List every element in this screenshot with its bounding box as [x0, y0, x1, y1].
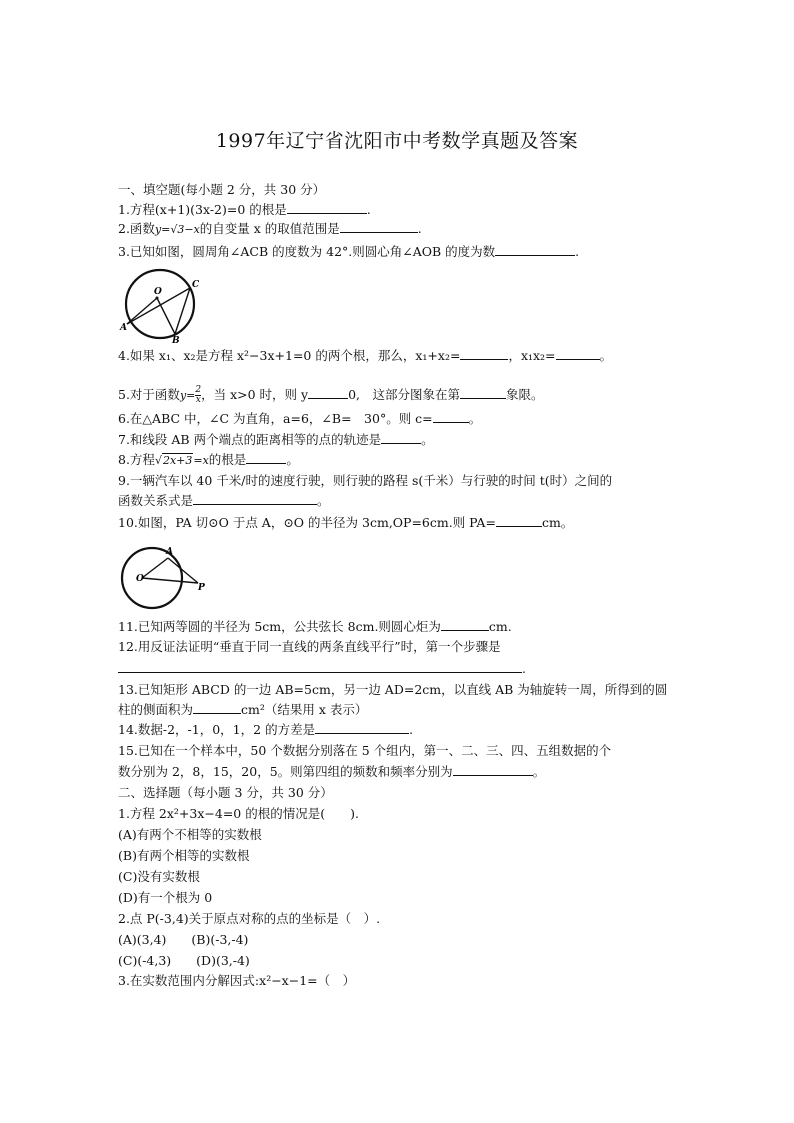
answer-blank[interactable] [381, 431, 421, 444]
q-text: 。 [532, 764, 546, 779]
answer-blank[interactable] [193, 492, 317, 505]
answer-blank[interactable] [496, 514, 542, 527]
answer-blank[interactable] [340, 220, 418, 233]
answer-blank[interactable] [193, 701, 241, 714]
question-1-12-line2 [118, 660, 526, 678]
question-1-9-line2 [118, 492, 330, 510]
question-1-9-line1: 9.一辆汽车以 40 千米/时的速度行驶，则行驶的路程 s(千米）与行驶的时间 t(时）之间的 [118, 473, 613, 488]
question-2-3: 3.在实数范围内分解因式:x²−x−1=（ ） [118, 973, 356, 988]
q-text: 函数关系式是 [118, 493, 194, 508]
label-o: O [154, 287, 162, 297]
q-text: cm。 [541, 515, 574, 530]
q-text: 。 [599, 348, 613, 363]
answer-blank[interactable] [246, 451, 286, 464]
answer-blank[interactable] [460, 347, 508, 360]
q-text: cm. [488, 619, 512, 634]
question-2-2: 2.点 P(-3,4)关于原点对称的点的坐标是（ ）. [118, 911, 381, 926]
option-d[interactable]: (D)有一个根为 0 [118, 890, 213, 905]
q-text: 2.函数 [118, 221, 155, 236]
option-b[interactable]: (B)有两个相等的实数根 [118, 848, 250, 863]
label-c: C [192, 280, 200, 290]
q-text: 。 [286, 452, 299, 467]
answer-blank[interactable] [287, 201, 367, 214]
label-a: A [166, 547, 173, 557]
question-1-13-line2 [118, 701, 367, 719]
fraction-numerator: 2 [195, 385, 202, 395]
q-text: 数分别为 2，8，15，20，5。则第四组的频数和频率分别为 [118, 764, 453, 779]
q-text: 的自变量 x 的取值范围是 [199, 221, 340, 236]
section-header-multiple-choice: 二、选择题（每小题 3 分，共 30 分） [118, 785, 333, 800]
question-1-10 [118, 514, 573, 532]
answer-blank[interactable] [460, 386, 506, 399]
q-text: 0, 这部分图象在第 [348, 387, 461, 402]
q-text: 5.对于函数 [118, 387, 180, 402]
q-text: 7.和线段 AB 两个端点的距离相等的点的轨迹是 [118, 432, 382, 447]
question-1-13-line1: 13.已知矩形 ABCD 的一边 AB=5cm，另一边 AD=2cm，以直线 AB 为轴旋转一周，所得到的圆 [118, 682, 668, 697]
options-ab[interactable]: (A)(3,4) (B)(-3,-4) [118, 932, 249, 947]
question-1-12-line1: 12.用反证法证明“垂直于同一直线的两条直线平行”时，第一个步骤是 [118, 639, 501, 654]
answer-blank[interactable] [433, 410, 469, 423]
circle-figure-1 [118, 266, 218, 346]
label-p: P [198, 583, 205, 593]
q-text: 14.数据-2，-1，0，1，2 的方差是 [118, 722, 316, 737]
label-a: A [120, 323, 127, 333]
q-text: 1.方程(x+1)(3x-2)=0 的根是 [118, 202, 287, 217]
question-1-11 [118, 618, 512, 636]
q-text: 4.如果 x₁、x₂是方程 x²−3x+1=0 的两个根，那么，x₁+x₂= [118, 348, 461, 363]
question-2-1: 1.方程 2x²+3x−4=0 的根的情况是( ). [118, 806, 359, 821]
q-text: 6.在△ABC 中，∠C 为直角，a=6，∠B= 30°。则 c= [118, 411, 433, 426]
q-text: 。 [421, 432, 434, 447]
q-text: 柱的侧面积为 [118, 702, 194, 717]
page-title: 1997年辽宁省沈阳市中考数学真题及答案 [215, 130, 579, 152]
option-a[interactable]: (A)有两个不相等的实数根 [118, 827, 262, 842]
answer-blank[interactable] [453, 763, 533, 776]
label-b: B [172, 336, 180, 346]
question-1-3: 3.已知如图，圆周角∠ACB 的度数为 42°.则圆心角∠AOB 的度为数 . [118, 244, 580, 259]
answer-blank[interactable] [315, 721, 409, 734]
question-1-7 [118, 431, 434, 449]
label-o: O [136, 574, 144, 584]
section-header-fill-in: 一、填空题(每小题 2 分，共 30 分） [118, 182, 326, 197]
q-text: 的根是 [208, 452, 247, 467]
circle-figure-2 [118, 544, 218, 612]
q-text: 11.已知两等圆的半径为 5cm，公共弦长 8cm.则圆心炬为 [118, 619, 441, 634]
formula: y=√3−x [154, 223, 200, 236]
formula: √2x+3=x [154, 454, 209, 467]
question-1-5 [118, 386, 544, 405]
q-text: 8.方程 [118, 452, 155, 467]
question-1-1: 1.方程(x+1)(3x-2)=0 的根是 . [118, 202, 371, 217]
q-text: ，当 x>0 时，则 y [201, 387, 309, 402]
answer-blank[interactable] [118, 660, 522, 673]
question-1-15-line2 [118, 763, 545, 781]
question-1-15-line1: 15.已知在一个样本中，50 个数据分别落在 5 个组内，第一、二、三、四、五组数据的个 [118, 743, 612, 758]
question-1-14 [118, 721, 413, 739]
answer-blank[interactable] [441, 618, 489, 631]
option-c[interactable]: (C)没有实数根 [118, 869, 200, 884]
q-text: 10.如图，PA 切⊙O 于点 A，⊙O 的半径为 3cm,OP=6cm.则 PA= [118, 515, 496, 530]
q-text: 3.已知如图，圆周角∠ACB 的度数为 42°.则圆心角∠AOB 的度为数 [118, 244, 496, 259]
q-text: 。 [468, 411, 482, 426]
answer-blank[interactable] [556, 347, 600, 360]
options-cd[interactable]: (C)(-4,3) (D)(3,-4) [118, 953, 250, 968]
fraction-denominator: x [195, 395, 201, 405]
q-text: . [409, 722, 414, 737]
formula: y= [179, 389, 196, 402]
formula-radicand: 2x+3 [162, 454, 193, 467]
question-1-8 [118, 451, 299, 470]
answer-blank[interactable] [495, 243, 575, 256]
question-1-2: 2.函数y=√3−x的自变量 x 的取值范围是 . [118, 221, 422, 236]
formula-tail: =x [193, 454, 209, 467]
q-text: ，x₁x₂= [508, 348, 556, 363]
answer-blank[interactable] [308, 386, 348, 399]
question-1-4 [118, 347, 612, 365]
q-text: cm²（结果用 x 表示） [241, 702, 368, 717]
q-text: 。 [317, 493, 330, 508]
question-1-6 [118, 410, 481, 428]
q-text: . [522, 661, 526, 676]
q-text: 象限。 [506, 387, 544, 402]
